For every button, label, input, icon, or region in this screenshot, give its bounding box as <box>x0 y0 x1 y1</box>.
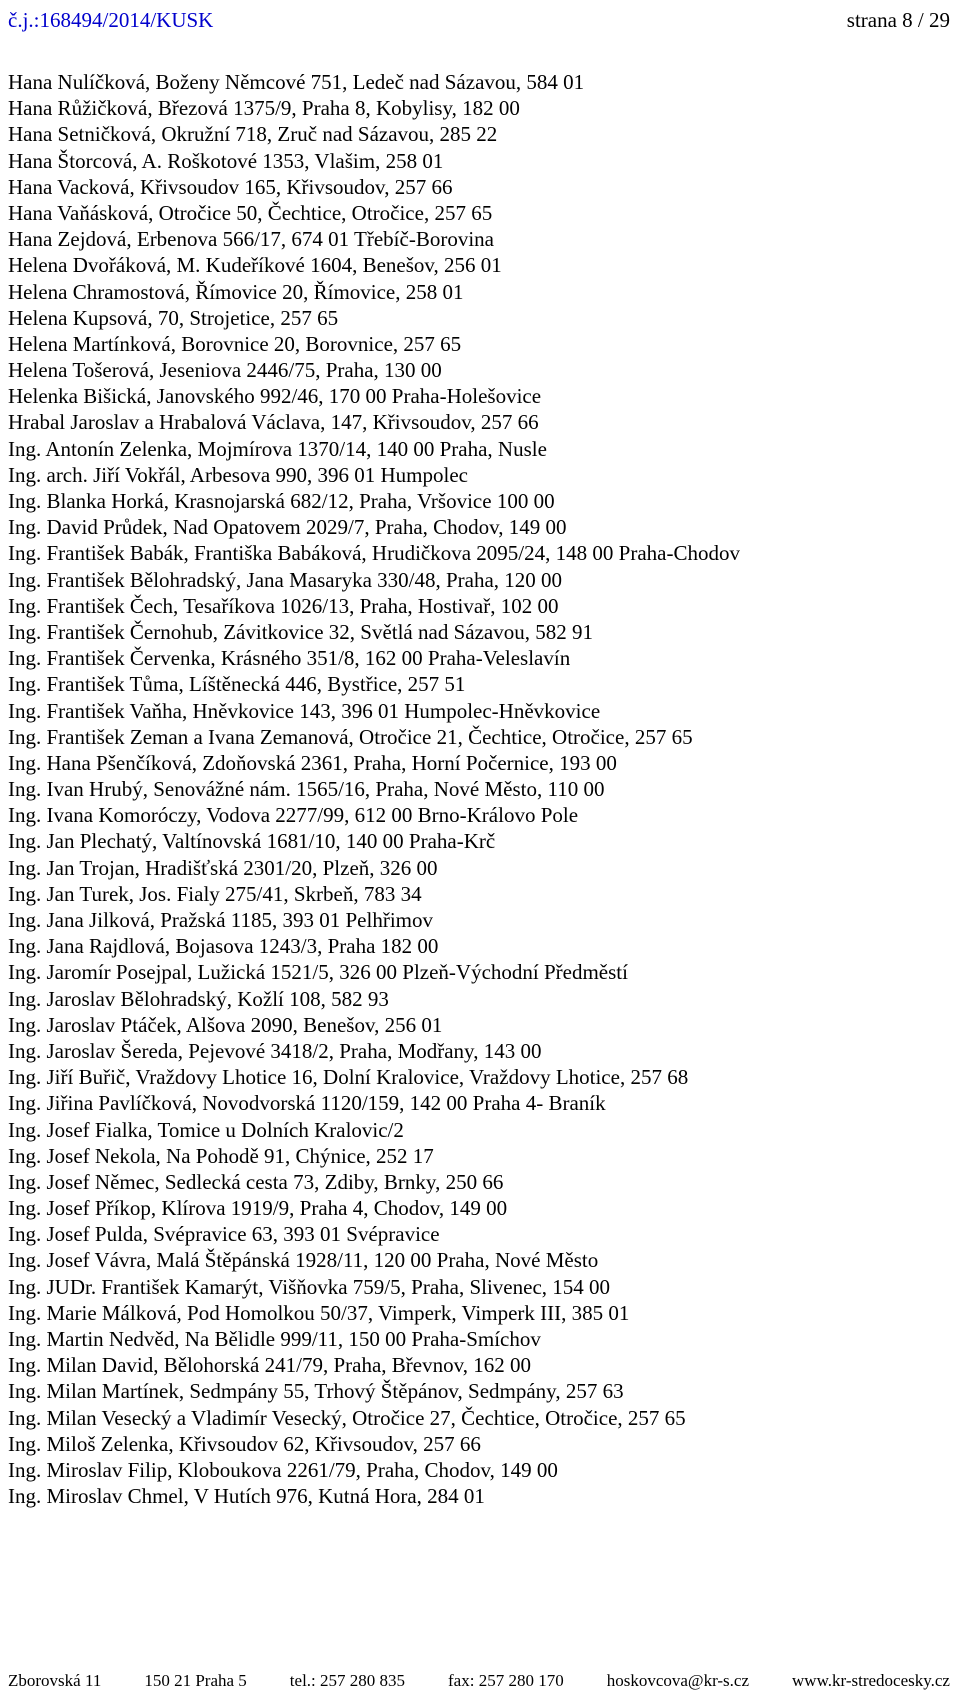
list-item: Helenka Bišická, Janovského 992/46, 170 00 Praha-Holešovice <box>8 384 542 409</box>
list-item: Hana Zejdová, Erbenova 566/17, 674 01 Třebíč-Borovina <box>8 227 494 252</box>
list-item: Ing. Ivan Hrubý, Senovážné nám. 1565/16, Praha, Nové Město, 110 00 <box>8 777 605 802</box>
list-item: Ing. František Čech, Tesaříkova 1026/13, Praha, Hostivař, 102 00 <box>8 593 559 618</box>
page-footer <box>8 1668 950 1694</box>
page-number: strana 8 / 29 <box>846 8 950 32</box>
list-item: Ing. Miroslav Filip, Kloboukova 2261/79, Praha, Chodov, 149 00 <box>8 1457 558 1482</box>
footer-fax: fax: 257 280 170 <box>448 1671 564 1690</box>
list-item: Ing. František Bělohradský, Jana Masaryka 330/48, Praha, 120 00 <box>8 567 563 592</box>
list-item: Helena Chramostová, Římovice 20, Římovice, 258 01 <box>8 279 464 304</box>
list-item: Ing. arch. Jiří Vokřál, Arbesova 990, 396 01 Humpolec <box>8 462 468 487</box>
list-item: Ing. Martin Nedvěd, Na Bělidle 999/11, 150 00 Praha-Smíchov <box>8 1327 541 1351</box>
list-item: Ing. Blanka Horká, Krasnojarská 682/12, Praha, Vršovice 100 00 <box>8 489 555 513</box>
list-item: Ing. Jan Plechatý, Valtínovská 1681/10, 140 00 Praha-Krč <box>8 829 496 854</box>
list-item: Ing. Miroslav Chmel, V Hutích 976, Kutná Hora, 284 01 <box>8 1484 485 1509</box>
list-item: Ing. JUDr. František Kamarýt, Višňovka 759/5, Praha, Slivenec, 154 00 <box>8 1274 611 1299</box>
list-item: Helena Dvořáková, M. Kudeříkové 1604, Benešov, 256 01 <box>8 253 502 278</box>
list-item: Ing. Jan Trojan, Hradišťská 2301/20, Plzeň, 326 00 <box>8 855 438 880</box>
footer-phone: tel.: 257 280 835 <box>289 1671 406 1690</box>
list-item: Ing. František Černohub, Závitkovice 32, Světlá nad Sázavou, 582 91 <box>8 619 593 644</box>
list-item: Ing. František Červenka, Krásného 351/8, 162 00 Praha-Veleslavín <box>8 646 571 671</box>
list-item: Ing. Josef Pulda, Svépravice 63, 393 01 Svépravice <box>8 1222 440 1247</box>
list-item: Ing. Josef Fialka, Tomice u Dolních Kralovic/2 <box>8 1117 404 1142</box>
list-item: Helena Kupsová, 70, Strojetice, 257 65 <box>8 305 339 330</box>
list-item: Ing. Ivana Komoróczy, Vodova 2277/99, 612 00 Brno-Královo Pole <box>8 803 579 828</box>
list-item: Ing. Milan Vesecký a Vladimír Vesecký, Otročice 27, Čechtice, Otročice, 257 65 <box>8 1405 686 1430</box>
list-item: Ing. Jan Turek, Jos. Fialy 275/41, Skrbeň, 783 34 <box>8 881 422 906</box>
list-item: Ing. Hana Pšenčíková, Zdoňovská 2361, Praha, Horní Počernice, 193 00 <box>8 750 617 775</box>
list-item: Ing. František Zeman a Ivana Zemanová, Otročice 21, Čechtice, Otročice, 257 65 <box>8 724 693 749</box>
list-item: Hana Růžičková, Březová 1375/9, Praha 8, Kobylisy, 182 00 <box>8 96 520 121</box>
footer-web: www.kr-stredocesky.cz <box>792 1671 950 1690</box>
reference-number: č.j.:168494/2014/KUSK <box>8 8 214 32</box>
page-header <box>8 6 950 34</box>
list-item: Ing. Jaroslav Bělohradský, Kožlí 108, 582 93 <box>8 986 389 1011</box>
list-item: Ing. Josef Němec, Sedlecká cesta 73, Zdiby, Brnky, 250 66 <box>8 1169 504 1194</box>
list-item: Hana Nulíčková, Boženy Němcové 751, Ledeč nad Sázavou, 584 01 <box>8 70 585 94</box>
list-item: Ing. Milan David, Bělohorská 241/79, Praha, Břevnov, 162 00 <box>8 1353 531 1378</box>
list-item: Ing. Marie Málková, Pod Homolkou 50/37, Vimperk, Vimperk III, 385 01 <box>8 1300 630 1325</box>
list-item: Ing. Josef Vávra, Malá Štěpánská 1928/11, 120 00 Praha, Nové Město <box>8 1248 599 1273</box>
list-item: Ing. Jaromír Posejpal, Lužická 1521/5, 326 00 Plzeň-Východní Předměstí <box>8 960 628 985</box>
list-item: Hana Štorcová, A. Roškotové 1353, Vlašim, 258 01 <box>8 148 444 173</box>
list-item: Ing. Josef Nekola, Na Pohodě 91, Chýnice, 252 17 <box>8 1143 434 1168</box>
list-item: Ing. Milan Martínek, Sedmpány 55, Trhový Štěpánov, Sedmpány, 257 63 <box>8 1379 624 1404</box>
footer-street: Zborovská 11 <box>8 1671 102 1690</box>
list-item: Helena Tošerová, Jeseniova 2446/75, Praha, 130 00 <box>8 358 442 383</box>
address-list <box>8 69 950 1509</box>
footer-email: hoskovcova@kr-s.cz <box>606 1671 750 1690</box>
list-item: Ing. David Průdek, Nad Opatovem 2029/7, Praha, Chodov, 149 00 <box>8 515 567 540</box>
list-item: Ing. Jiřina Pavlíčková, Novodvorská 1120/159, 142 00 Praha 4- Braník <box>8 1091 606 1116</box>
list-item: Ing. František Babák, Františka Babáková, Hrudičkova 2095/24, 148 00 Praha-Chodov <box>8 541 740 566</box>
list-item: Helena Martínková, Borovnice 20, Borovnice, 257 65 <box>8 331 462 356</box>
list-item: Ing. Jaroslav Šereda, Pejevové 3418/2, Praha, Modřany, 143 00 <box>8 1038 542 1063</box>
list-item: Ing. Josef Příkop, Klírova 1919/9, Praha 4, Chodov, 149 00 <box>8 1196 508 1221</box>
list-item: Hana Vaňásková, Otročice 50, Čechtice, Otročice, 257 65 <box>8 200 493 225</box>
list-item: Ing. Jiří Buřič, Vraždovy Lhotice 16, Dolní Kralovice, Vraždovy Lhotice, 257 68 <box>8 1065 689 1090</box>
list-item: Ing. Jana Jilková, Pražská 1185, 393 01 Pelhřimov <box>8 908 433 932</box>
list-item: Ing. Jaroslav Ptáček, Alšova 2090, Benešov, 256 01 <box>8 1012 443 1037</box>
list-item: Hrabal Jaroslav a Hrabalová Václava, 147, Křivsoudov, 257 66 <box>8 410 539 435</box>
list-item: Ing. František Tůma, Líštěnecká 446, Bystřice, 257 51 <box>8 672 466 697</box>
list-item: Ing. Jana Rajdlová, Bojasova 1243/3, Praha 182 00 <box>8 934 439 959</box>
list-item: Ing. Miloš Zelenka, Křivsoudov 62, Křivsoudov, 257 66 <box>8 1431 481 1456</box>
footer-city: 150 21 Praha 5 <box>144 1671 247 1690</box>
list-item: Hana Vacková, Křivsoudov 165, Křivsoudov, 257 66 <box>8 174 453 199</box>
list-item: Hana Setničková, Okružní 718, Zruč nad Sázavou, 285 22 <box>8 122 498 147</box>
list-item: Ing. Antonín Zelenka, Mojmírova 1370/14, 140 00 Praha, Nusle <box>8 436 547 461</box>
list-item: Ing. František Vaňha, Hněvkovice 143, 396 01 Humpolec-Hněvkovice <box>8 698 601 723</box>
